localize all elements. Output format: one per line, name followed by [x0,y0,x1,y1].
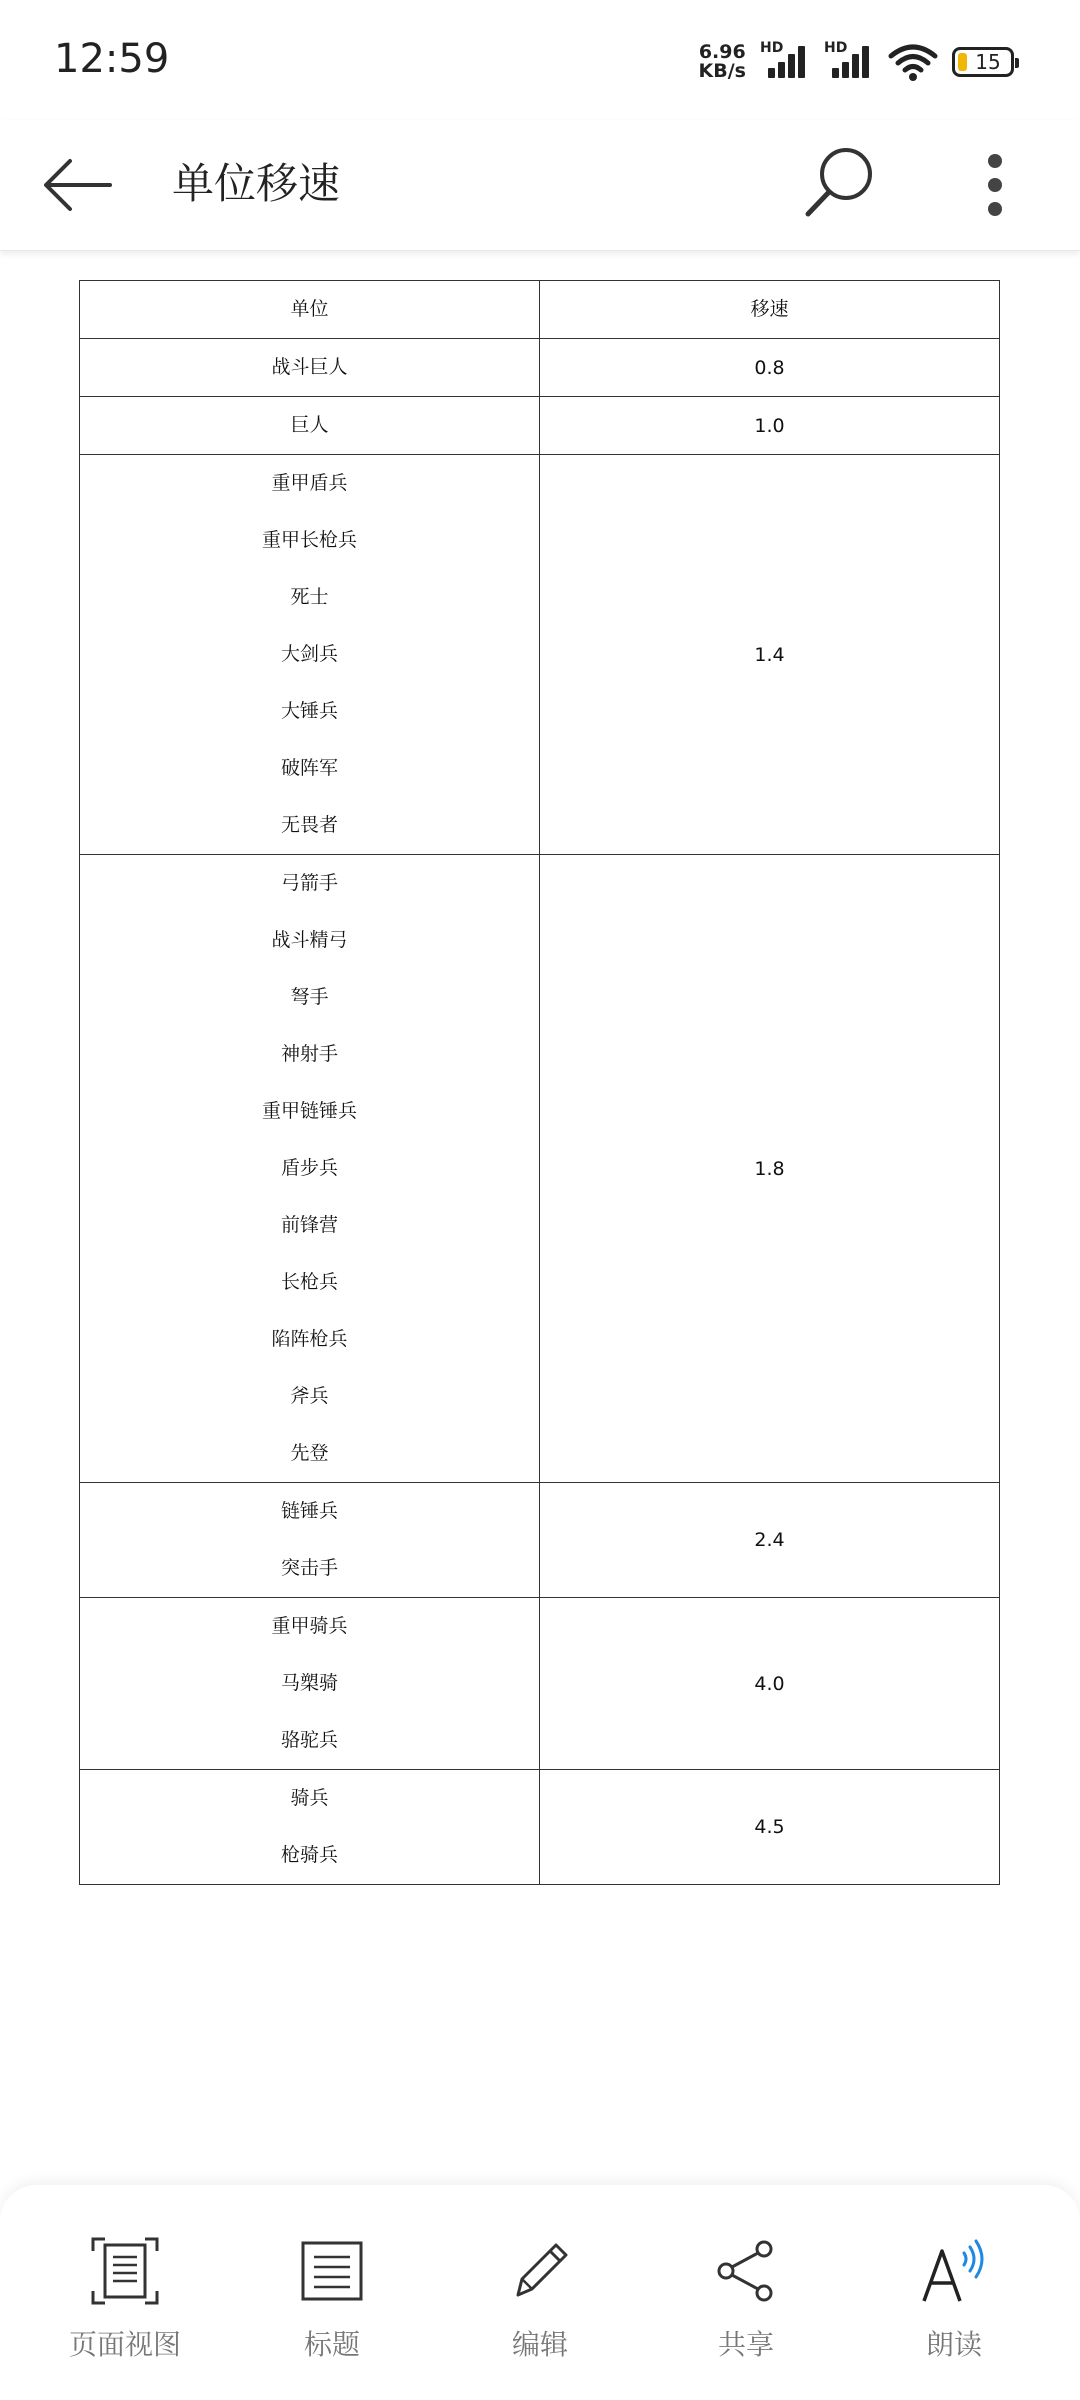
read-aloud-button[interactable] [874,2235,1034,2365]
share-label: 共享 [717,2328,774,2361]
edit-button[interactable] [460,2235,620,2365]
network-speed-unit: KB/s [698,60,746,82]
unit-name: 弩手 [290,986,329,1008]
unit-name: 战斗巨人 [271,356,348,378]
table-header-text: 移速 [750,298,789,320]
headings-button[interactable] [252,2235,412,2365]
unit-name: 重甲骑兵 [271,1615,348,1637]
speed-cell [540,855,1000,1483]
speed-value: 1.0 [754,414,785,437]
unit-name: 战斗精弓 [271,929,348,951]
unit-name: 陷阵枪兵 [271,1328,348,1350]
speed-value: 0.8 [754,356,785,379]
speed-cell [540,1598,1000,1770]
headings-icon [296,2235,368,2307]
unit-name: 链锤兵 [280,1500,338,1522]
speed-table-body [80,281,1000,1885]
unit-name: 破阵军 [280,757,338,779]
unit-cell [80,397,540,455]
headings-label: 标题 [303,2328,360,2361]
status-time: 12:59 [54,36,170,82]
search-icon [800,140,880,230]
unit-name: 盾步兵 [280,1157,338,1179]
unit-name: 重甲长枪兵 [261,529,357,551]
table-header-text: 单位 [290,298,329,320]
table-row [80,1770,1000,1885]
network-speed-value: 6.96 [698,41,746,63]
app-bar [0,120,1080,251]
unit-name: 前锋营 [280,1214,338,1236]
unit-cell [80,1483,540,1598]
table-row [80,397,1000,455]
unit-name: 先登 [290,1442,329,1464]
bottom-toolbar [0,2185,1080,2400]
speed-value: 1.8 [754,1157,785,1180]
unit-name: 枪骑兵 [280,1844,338,1866]
speed-cell [540,1483,1000,1598]
read-aloud-icon [918,2235,990,2307]
unit-cell [80,455,540,855]
document-content[interactable] [0,252,1080,2182]
battery-icon [952,47,1014,77]
unit-name: 大剑兵 [280,643,338,665]
speed-value: 4.5 [754,1816,785,1838]
table-row [80,1483,1000,1598]
share-button[interactable] [666,2235,826,2365]
page-view-button[interactable] [45,2235,205,2365]
page-title: 单位移速 [172,159,341,208]
unit-name: 突击手 [280,1557,338,1579]
back-arrow-icon [40,145,120,225]
page-view-label: 页面视图 [68,2328,181,2361]
unit-cell [80,1770,540,1885]
unit-name: 巨人 [290,414,329,436]
more-vertical-icon [960,145,1030,225]
unit-cell [80,1598,540,1770]
speed-value: 4.0 [754,1672,785,1695]
speed-value: 1.4 [754,643,785,666]
table-header-cell [540,281,1000,339]
unit-cell [80,339,540,397]
speed-cell [540,1770,1000,1885]
status-icons [699,40,1014,84]
unit-name: 骑兵 [290,1787,329,1809]
table-header-cell [80,281,540,339]
read-aloud-label: 朗读 [925,2328,982,2361]
unit-name: 无畏者 [280,814,338,836]
signal-hd-label: HD [760,40,784,56]
speed-cell [540,339,1000,397]
unit-name: 弓箭手 [280,872,338,894]
more-options-button[interactable] [960,145,1030,225]
unit-name: 长枪兵 [280,1271,338,1293]
pencil-icon [504,2235,576,2307]
edit-label: 编辑 [511,2328,568,2361]
table-header-row [80,281,1000,339]
unit-name: 神射手 [280,1043,338,1065]
unit-name: 大锤兵 [280,700,338,722]
signal-hd-label-2: HD [824,40,848,56]
unit-name: 重甲链锤兵 [261,1100,357,1122]
share-icon [710,2235,782,2307]
signal-icon-2 [824,42,874,82]
network-speed [699,43,746,81]
back-button[interactable] [40,145,120,225]
page-view-icon [89,2235,161,2307]
speed-value: 2.4 [754,1529,785,1551]
status-bar [0,0,1080,120]
battery-level: 15 [975,50,1001,74]
table-row [80,339,1000,397]
speed-cell [540,397,1000,455]
speed-cell [540,455,1000,855]
table-row [80,455,1000,855]
unit-name: 死士 [290,586,329,608]
unit-name: 马槊骑 [280,1672,338,1694]
unit-name: 斧兵 [290,1385,329,1407]
signal-icon [760,42,810,82]
wifi-icon [888,42,938,82]
table-row [80,1598,1000,1770]
table-row [80,855,1000,1483]
speed-table [79,280,1000,1885]
unit-name: 重甲盾兵 [271,472,348,494]
unit-name: 骆驼兵 [280,1729,338,1751]
unit-cell [80,855,540,1483]
search-button[interactable] [800,140,880,230]
